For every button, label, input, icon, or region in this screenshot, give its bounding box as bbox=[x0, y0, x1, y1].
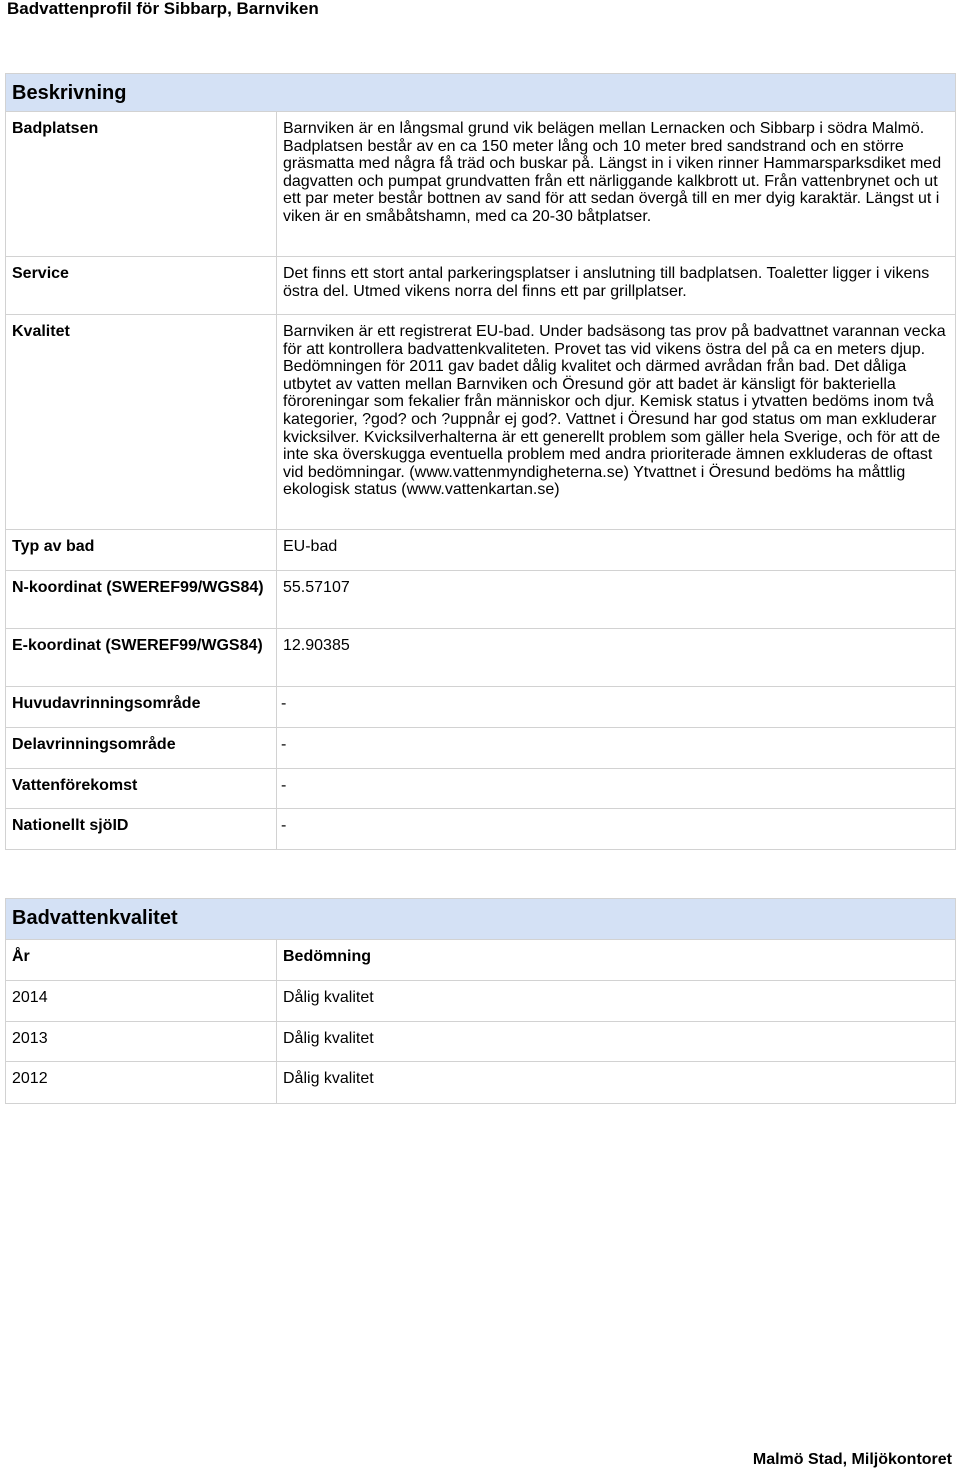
beskrivning-table bbox=[5, 73, 956, 687]
huvudavrinningsomrade-value: - bbox=[277, 687, 956, 728]
grade-cell: Dålig kvalitet bbox=[277, 1062, 956, 1104]
table-row bbox=[6, 981, 956, 1022]
footer-organization: Malmö Stad, Miljökontoret bbox=[752, 1451, 952, 1468]
huvudavrinningsomrade-label: Huvudavrinningsområde bbox=[6, 687, 277, 728]
badplatsen-label: Badplatsen bbox=[6, 112, 277, 257]
table-row bbox=[6, 1062, 956, 1104]
kvalitet-text: Barnviken är ett registrerat EU-bad. Under badsäsong tas prov på badvattnet varannan vecka för att kontrollera badvattenkvaliteten. Provet tas vid vikens östra del på ca en meters djup. Bedömningen för 2011 gav badet dålig kvalitet och därmed avrådan från bad. Det dåliga utbytet av vatten mellan Barnviken och Öresund gör att badet är känsligt för bakteriella föroreningar som fekalier från människor och djur. Kemisk status i ytvatten bedöms inom två kategorier, ?god? och ?uppnår ej god?. Vattnet i Öresund har god status om man exkluderar kvicksilver. Kvicksilverhalterna är ett generellt problem som gäller hela Sverige, och för att de inte ska överskugga eventuella problem med andra prioriterade ämnen exkluderas de oftast vid bedömningar. (www.vattenmyndigheterna.se) Ytvattnet i Öresund bedöms ha måttlig ekologisk status (www.vattenkartan.se) bbox=[277, 315, 956, 530]
delavrinningsomrade-label: Delavrinningsområde bbox=[6, 728, 277, 769]
document-title: Badvattenprofil för Sibbarp, Barnviken bbox=[7, 0, 319, 18]
column-header-year: År bbox=[6, 940, 277, 981]
badvattenkvalitet-table bbox=[5, 898, 956, 1104]
beskrivning-heading: Beskrivning bbox=[6, 74, 956, 112]
vattenforekomst-value: - bbox=[277, 769, 956, 809]
delavrinningsomrade-value: - bbox=[277, 728, 956, 769]
vattenforekomst-label: Vattenförekomst bbox=[6, 769, 277, 809]
kvalitet-label: Kvalitet bbox=[6, 315, 277, 530]
n-koordinat-value: 55.57107 bbox=[277, 571, 956, 629]
nationellt-sjoid-value: - bbox=[277, 809, 956, 850]
year-cell: 2012 bbox=[6, 1062, 277, 1104]
year-cell: 2014 bbox=[6, 981, 277, 1022]
service-text: Det finns ett stort antal parkeringsplatser i anslutning till badplatsen. Toaletter ligger i vikens östra del. Utmed vikens norra del finns ett par grillplatser. bbox=[277, 257, 956, 315]
year-cell: 2013 bbox=[6, 1022, 277, 1062]
e-koordinat-value: 12.90385 bbox=[277, 629, 956, 687]
n-koordinat-label: N-koordinat (SWEREF99/WGS84) bbox=[6, 571, 277, 629]
typ-av-bad-value: EU-bad bbox=[277, 530, 956, 571]
beskrivning-extra-table bbox=[5, 686, 956, 850]
typ-av-bad-label: Typ av bad bbox=[6, 530, 277, 571]
nationellt-sjoid-label: Nationellt sjöID bbox=[6, 809, 277, 850]
service-label: Service bbox=[6, 257, 277, 315]
badvattenkvalitet-heading: Badvattenkvalitet bbox=[6, 899, 956, 940]
column-header-grade: Bedömning bbox=[277, 940, 956, 981]
badplatsen-text: Barnviken är en långsmal grund vik belägen mellan Lernacken och Sibbarp i södra Malmö. Badplatsen består av en ca 150 meter lång och 10 meter bred sandstrand och en större gräsmatta med några få träd och buskar på. Längst in i viken rinner Hammarsparksdiket med dagvatten och pumpat grundvatten från ett närliggande kalkbrott ut. Från vattenbrynet och ut ett par meter består bottnen av sand för att sedan övergå till en mer dyig karaktär. Längst ut i viken är en småbåtshamn, med ca 20-30 båtplatser. bbox=[277, 112, 956, 257]
grade-cell: Dålig kvalitet bbox=[277, 1022, 956, 1062]
e-koordinat-label: E-koordinat (SWEREF99/WGS84) bbox=[6, 629, 277, 687]
table-row bbox=[6, 1022, 956, 1062]
grade-cell: Dålig kvalitet bbox=[277, 981, 956, 1022]
